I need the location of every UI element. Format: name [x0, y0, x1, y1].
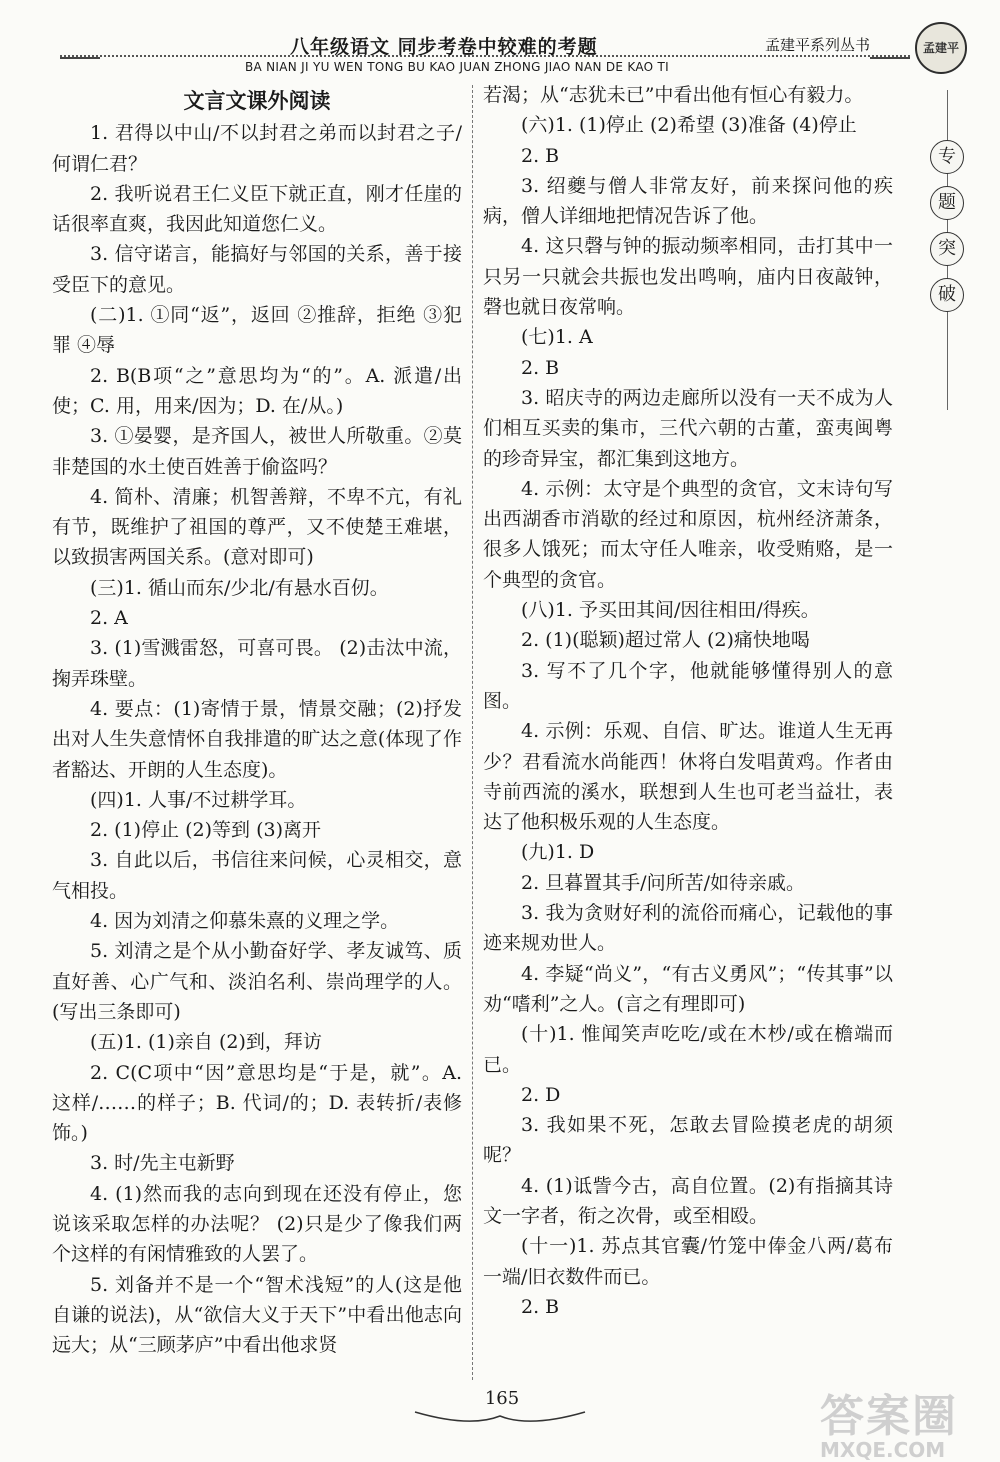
left-answer-item: 2. C(C项中“因”意思均是“于是，就”。A. 这样/……的样子；B. 代词/的；D. 表转折/表修饰。): [52, 1061, 462, 1145]
book-title-pinyin: BA NIAN JI YU WEN TONG BU KAO JUAN ZHONG JIAO NAN DE KAO TI: [245, 60, 669, 74]
left-answer-item: 2. 我听说君王仁义臣下就正直，刚才任崖的话很率直爽，我因此知道您仁义。: [52, 182, 462, 236]
right-answer-item: 3. 我如果不死，怎敢去冒险摸老虎的胡须呢？: [483, 1114, 893, 1167]
book-title: 八年级语文 同步考卷中较难的考题: [290, 36, 598, 58]
side-tab-1: 专: [930, 140, 964, 174]
right-answer-item: (六)1. (1)停止 (2)希望 (3)准备 (4)停止: [521, 114, 857, 137]
left-answer-item: 4. 要点：(1)寄情于景，情景交融；(2)抒发出对人生失意情怀自我排遣的旷达之意(体现了作者豁达、开朗的人生态度)。: [52, 697, 462, 781]
right-answer-item: 4. 这只磬与钟的振动频率相同，击打其中一只另一只就会共振也发出鸣响，庙内日夜敲钟，磬也就日夜常响。: [483, 235, 893, 319]
page-number: 165: [484, 1388, 520, 1409]
right-answer-item: (十)1. 惟闻笑声吃吃/或在木杪/或在檐端而已。: [483, 1023, 893, 1076]
left-column: [52, 80, 462, 1360]
watermark: [820, 1380, 990, 1460]
header-rule-accent-left: [60, 57, 100, 59]
right-answer-item: 2. B: [521, 1295, 560, 1318]
left-answer-item: 2. A: [90, 607, 128, 630]
left-answer-item: (四)1. 人事/不过耕学耳。: [90, 788, 307, 811]
left-answer-item: 3. 自此以后，书信往来问候，心灵相交，意气相投。: [52, 849, 462, 902]
watermark-text: 答案圈: [820, 1391, 958, 1442]
right-answer-item: 3. 写不了几个字，他就能够懂得别人的意图。: [483, 659, 893, 712]
logo-text: 孟建平: [922, 41, 959, 55]
right-answer-item: 4. (1)诋訾今古，高自位置。(2)有指摘其诗文一字者，衔之次骨，或至相殴。: [483, 1174, 893, 1227]
right-answer-item: 2. (1)(聪颖)超过常人 (2)痛快地喝: [521, 629, 810, 652]
left-answer-item: (二)1. ①同“返”，返回 ②推辞，拒绝 ③犯罪 ④辱: [52, 304, 462, 357]
side-tab-3: 突: [930, 232, 964, 266]
left-answer-item: 4. 因为刘清之仰慕朱熹的义理之学。: [90, 910, 400, 933]
right-answer-item: 2. B: [521, 144, 560, 167]
right-answer-item: 2. B: [521, 356, 560, 379]
section-heading: 文言文课外阅读: [183, 89, 331, 113]
left-answer-item: 3. (1)雪溅雷怒，可喜可畏。 (2)击汰中流，掬弄珠壁。: [52, 637, 462, 690]
side-tab-4: 破: [930, 278, 964, 312]
left-answer-item: 4. (1)然而我的志向到现在还没有停止，您说该采取怎样的办法呢？ (2)只是少了像我们两个这样的有闲情雅致的人罢了。: [52, 1182, 462, 1266]
side-tab-strip: [930, 140, 970, 324]
column-divider: [472, 85, 473, 1380]
left-answer-item: 4. 简朴、清廉；机智善辩，不卑不亢，有礼有节，既维护了祖国的尊严，又不使楚王难堪，以致损害两国关系。(意对即可): [52, 485, 462, 569]
left-answer-item: (三)1. 循山而东/少北/有悬水百仞。: [90, 576, 389, 599]
page-number-ornament: [410, 1408, 590, 1428]
series-name: 孟建平系列丛书: [765, 36, 871, 54]
left-answer-item: 2. (1)停止 (2)等到 (3)离开: [90, 819, 321, 842]
left-answer-item: 2. B(B项“之”意思均为“的”。A. 派遣/出使；C. 用，用来/因为；D. 在/从。): [52, 364, 462, 417]
left-answer-item: 3. ①晏婴，是齐国人，被世人所敬重。②莫非楚国的水土使百姓善于偷盗吗？: [52, 425, 462, 478]
side-tab-2: 题: [930, 186, 964, 220]
left-answer-item: 3. 信守诺言，能搞好与邻国的关系，善于接受臣下的意见。: [52, 243, 462, 296]
left-answer-item: 5. 刘清之是个从小勤奋好学、孝友诚笃、质直好善、心广气和、淡泊名利、崇尚理学的人。(写出三条即可): [52, 940, 462, 1023]
left-answer-item: 3. 时/先主屯新野: [90, 1152, 235, 1175]
watermark-url: MXQE.COM: [820, 1438, 946, 1462]
right-answer-item: 4. 李疑“尚义”，“有古义勇风”；“传其事”以劝“嗜利”之人。(言之有理即可): [483, 962, 893, 1015]
right-answer-item: (九)1. D: [521, 841, 595, 864]
right-answer-item: 3. 绍夔与僧人非常友好，前来探问他的疾病，僧人详细地把情况告诉了他。: [483, 174, 893, 228]
right-answer-item: 4. 示例：乐观、自信、旷达。谁道人生无再少？君看流水尚能西！休将白发唱黄鸡。作者由寺前西流的溪水，联想到人生也可老当益壮，表达了他积极乐观的人生态度。: [483, 720, 893, 834]
right-answer-continued: 若渴；从“志犹未已”中看出他有恒心有毅力。: [483, 84, 864, 106]
right-answer-item: 2. D: [521, 1083, 561, 1106]
page-header: [0, 0, 1000, 90]
left-answer-item: (五)1. (1)亲自 (2)到，拜访: [90, 1031, 322, 1054]
right-column: [483, 80, 893, 1322]
right-answer-item: (十一)1. 苏点其官囊/竹笼中俸金八两/葛布一端/旧衣数件而已。: [483, 1235, 893, 1288]
header-rule-accent-right: [870, 57, 910, 59]
right-answer-item: 3. 我为贪财好利的流俗而痛心，记载他的事迹来规劝世人。: [483, 902, 893, 955]
left-answer-item: 1. 君得以中山/不以封君之弟而以封君之子/何谓仁君？: [52, 122, 462, 175]
right-answer-item: (八)1. 予买田其间/因往相田/得疾。: [521, 599, 820, 622]
publisher-logo: [915, 22, 967, 74]
right-answer-item: (七)1. A: [521, 326, 593, 349]
right-answer-item: 2. 旦暮置其手/问所苦/如待亲戚。: [521, 871, 805, 894]
right-answer-item: 3. 昭庆寺的两边走廊所以没有一天不成为人们相互买卖的集市，三代六朝的古董，蛮夷闽粤的珍奇异宝，都汇集到这地方。: [483, 386, 893, 470]
right-answer-item: 4. 示例：太守是个典型的贪官，文末诗句写出西湖香市消歇的经过和原因，杭州经济萧条，很多人饿死；而太守任人唯亲，收受贿赂，是一个典型的贪官。: [483, 477, 893, 591]
left-answer-item: 5. 刘备并不是一个“智术浅短”的人(这是他自谦的说法)，从“欲信大义于天下”中看出他志向远大；从“三顾茅庐”中看出他求贤: [52, 1273, 462, 1357]
